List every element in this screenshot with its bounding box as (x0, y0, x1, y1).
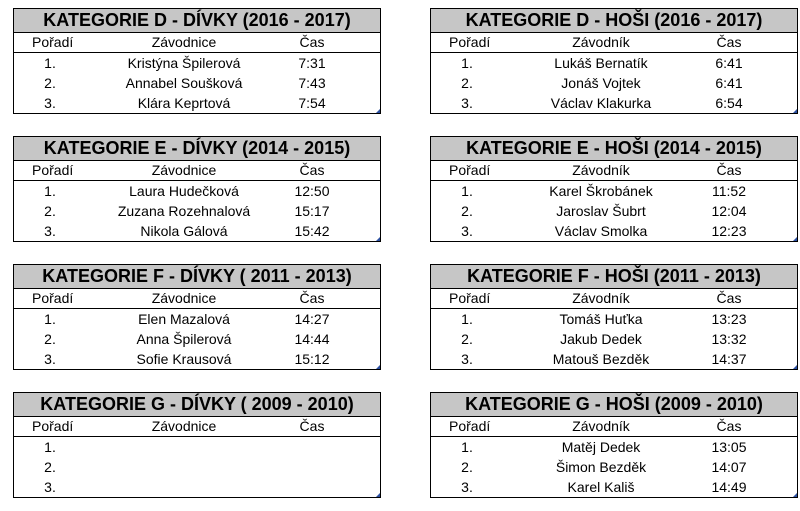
table-title: KATEGORIE G - HOŠI (2009 - 2010) (430, 392, 798, 417)
cell-corner-marker (376, 493, 380, 497)
time-cell: 11:52 (712, 183, 746, 199)
cell-corner-marker (376, 365, 380, 369)
header-rank: Pořadí (32, 34, 74, 50)
time-cell: 13:32 (711, 331, 747, 347)
competitor-cell: Klára Keprtová (137, 95, 231, 111)
table-row (431, 73, 797, 93)
table-row (14, 201, 380, 221)
time-cell: 7:31 (298, 55, 326, 71)
results-table-e-boys (430, 136, 798, 242)
rank-cell: 1. (461, 55, 473, 71)
results-table-f-boys (430, 264, 798, 370)
header-rank: Pořadí (32, 162, 74, 178)
rank-cell: 2. (44, 459, 56, 475)
table-body (430, 437, 798, 498)
rank-cell: 2. (44, 75, 56, 91)
table-body (13, 181, 381, 242)
table-body (13, 309, 381, 370)
table-row (431, 201, 797, 221)
competitor-cell: Matouš Bezděk (552, 351, 650, 367)
table-row (431, 437, 797, 457)
header-competitor: Závodník (572, 290, 630, 306)
table-body (13, 437, 381, 498)
header-rank: Pořadí (449, 34, 491, 50)
competitor-cell: Anna Špilerová (136, 331, 232, 347)
competitor-cell: Jakub Dedek (560, 331, 642, 347)
header-rank: Pořadí (449, 290, 491, 306)
header-time: Čas (299, 290, 325, 306)
time-cell: 6:54 (715, 95, 743, 111)
time-cell: 12:23 (711, 223, 747, 239)
table-body (430, 309, 798, 370)
rank-cell: 2. (44, 331, 56, 347)
table-body (13, 53, 381, 114)
results-table-f-girls (13, 264, 381, 370)
rank-cell: 2. (461, 459, 473, 475)
time-cell: 14:49 (711, 479, 747, 495)
time-cell: 12:04 (711, 203, 747, 219)
header-time: Čas (716, 418, 742, 434)
table-row (431, 477, 797, 497)
rank-cell: 3. (461, 479, 473, 495)
header-competitor: Závodník (572, 418, 630, 434)
time-cell: 6:41 (715, 75, 743, 91)
competitor-cell: Annabel Soušková (125, 75, 243, 91)
rank-cell: 3. (461, 351, 473, 367)
table-row (14, 437, 380, 457)
header-time: Čas (716, 162, 742, 178)
rank-cell: 1. (461, 311, 473, 327)
rank-cell: 3. (461, 223, 473, 239)
table-header-row (430, 33, 798, 53)
table-title: KATEGORIE F - DÍVKY ( 2011 - 2013) (13, 264, 381, 289)
table-row (431, 221, 797, 241)
header-competitor: Závodník (572, 34, 630, 50)
table-row (14, 349, 380, 369)
table-header-row (13, 33, 381, 53)
header-competitor: Závodník (572, 162, 630, 178)
cell-corner-marker (793, 109, 797, 113)
table-row (14, 93, 380, 113)
table-header-row (13, 289, 381, 309)
rank-cell: 3. (44, 223, 56, 239)
competitor-cell: Václav Klakurka (550, 95, 652, 111)
rank-cell: 1. (44, 55, 56, 71)
table-row (14, 477, 380, 497)
cell-corner-marker (376, 109, 380, 113)
competitor-cell: Matěj Dedek (561, 439, 641, 455)
rank-cell: 2. (461, 203, 473, 219)
cell-corner-marker (793, 365, 797, 369)
table-row (431, 349, 797, 369)
table-row (14, 181, 380, 201)
time-cell: 12:50 (294, 183, 330, 199)
table-row (431, 457, 797, 477)
header-rank: Pořadí (449, 162, 491, 178)
competitor-cell: Jaroslav Šubrt (556, 203, 646, 219)
table-title: KATEGORIE D - DÍVKY (2016 - 2017) (13, 8, 381, 33)
results-table-e-girls (13, 136, 381, 242)
rank-cell: 2. (461, 331, 473, 347)
time-cell: 14:37 (711, 351, 747, 367)
rank-cell: 2. (461, 75, 473, 91)
competitor-cell: Elen Mazalová (138, 311, 230, 327)
time-cell: 6:41 (715, 55, 743, 71)
table-row (14, 221, 380, 241)
header-time: Čas (716, 34, 742, 50)
time-cell: 14:44 (294, 331, 330, 347)
table-header-row (430, 161, 798, 181)
rank-cell: 3. (44, 479, 56, 495)
table-header-row (13, 417, 381, 437)
table-header-row (430, 417, 798, 437)
time-cell: 14:27 (294, 311, 330, 327)
cell-corner-marker (376, 237, 380, 241)
cell-corner-marker (793, 237, 797, 241)
header-competitor: Závodnice (151, 34, 217, 50)
rank-cell: 3. (461, 95, 473, 111)
header-rank: Pořadí (32, 290, 74, 306)
time-cell: 13:05 (711, 439, 747, 455)
rank-cell: 1. (44, 311, 56, 327)
competitor-cell: Karel Škrobánek (549, 183, 653, 199)
header-time: Čas (716, 290, 742, 306)
table-row (14, 73, 380, 93)
header-rank: Pořadí (449, 418, 491, 434)
header-competitor: Závodnice (151, 290, 217, 306)
table-body (430, 181, 798, 242)
table-header-row (430, 289, 798, 309)
header-competitor: Závodnice (151, 418, 217, 434)
table-row (431, 53, 797, 73)
header-time: Čas (299, 418, 325, 434)
rank-cell: 2. (44, 203, 56, 219)
table-title: KATEGORIE E - HOŠI (2014 - 2015) (430, 136, 798, 161)
competitor-cell: Tomáš Huťka (559, 311, 643, 327)
table-body (430, 53, 798, 114)
competitor-cell: Kristýna Špilerová (127, 55, 241, 71)
time-cell: 7:43 (298, 75, 326, 91)
rank-cell: 1. (461, 439, 473, 455)
competitor-cell: Nikola Gálová (140, 223, 228, 239)
rank-cell: 1. (461, 183, 473, 199)
results-table-g-boys (430, 392, 798, 498)
header-rank: Pořadí (32, 418, 74, 434)
competitor-cell: Václav Smolka (554, 223, 648, 239)
header-competitor: Závodnice (151, 162, 217, 178)
time-cell: 13:23 (711, 311, 747, 327)
rank-cell: 1. (44, 439, 56, 455)
table-title: KATEGORIE G - DÍVKY ( 2009 - 2010) (13, 392, 381, 417)
table-row (431, 181, 797, 201)
table-row (431, 93, 797, 113)
table-row (431, 329, 797, 349)
rank-cell: 3. (44, 351, 56, 367)
competitor-cell: Lukáš Bernatík (554, 55, 648, 71)
time-cell: 7:54 (298, 95, 326, 111)
table-row (14, 457, 380, 477)
results-table-g-girls (13, 392, 381, 498)
table-row (14, 309, 380, 329)
time-cell: 15:12 (294, 351, 330, 367)
competitor-cell: Jonáš Vojtek (561, 75, 641, 91)
time-cell: 15:17 (294, 203, 330, 219)
table-row (431, 309, 797, 329)
header-time: Čas (299, 162, 325, 178)
time-cell: 15:42 (294, 223, 330, 239)
competitor-cell: Laura Hudečková (129, 183, 239, 199)
results-table-d-boys (430, 8, 798, 114)
rank-cell: 3. (44, 95, 56, 111)
table-title: KATEGORIE F - HOŠI (2011 - 2013) (430, 264, 798, 289)
competitor-cell: Karel Kališ (567, 479, 635, 495)
table-title: KATEGORIE E - DÍVKY (2014 - 2015) (13, 136, 381, 161)
competitor-cell: Sofie Krausová (136, 351, 232, 367)
table-title: KATEGORIE D - HOŠI (2016 - 2017) (430, 8, 798, 33)
table-row (14, 329, 380, 349)
header-time: Čas (299, 34, 325, 50)
time-cell: 14:07 (711, 459, 747, 475)
table-row (14, 53, 380, 73)
competitor-cell: Šimon Bezděk (555, 459, 647, 475)
cell-corner-marker (793, 493, 797, 497)
rank-cell: 1. (44, 183, 56, 199)
competitor-cell: Zuzana Rozehnalová (117, 203, 251, 219)
table-header-row (13, 161, 381, 181)
results-table-d-girls (13, 8, 381, 114)
